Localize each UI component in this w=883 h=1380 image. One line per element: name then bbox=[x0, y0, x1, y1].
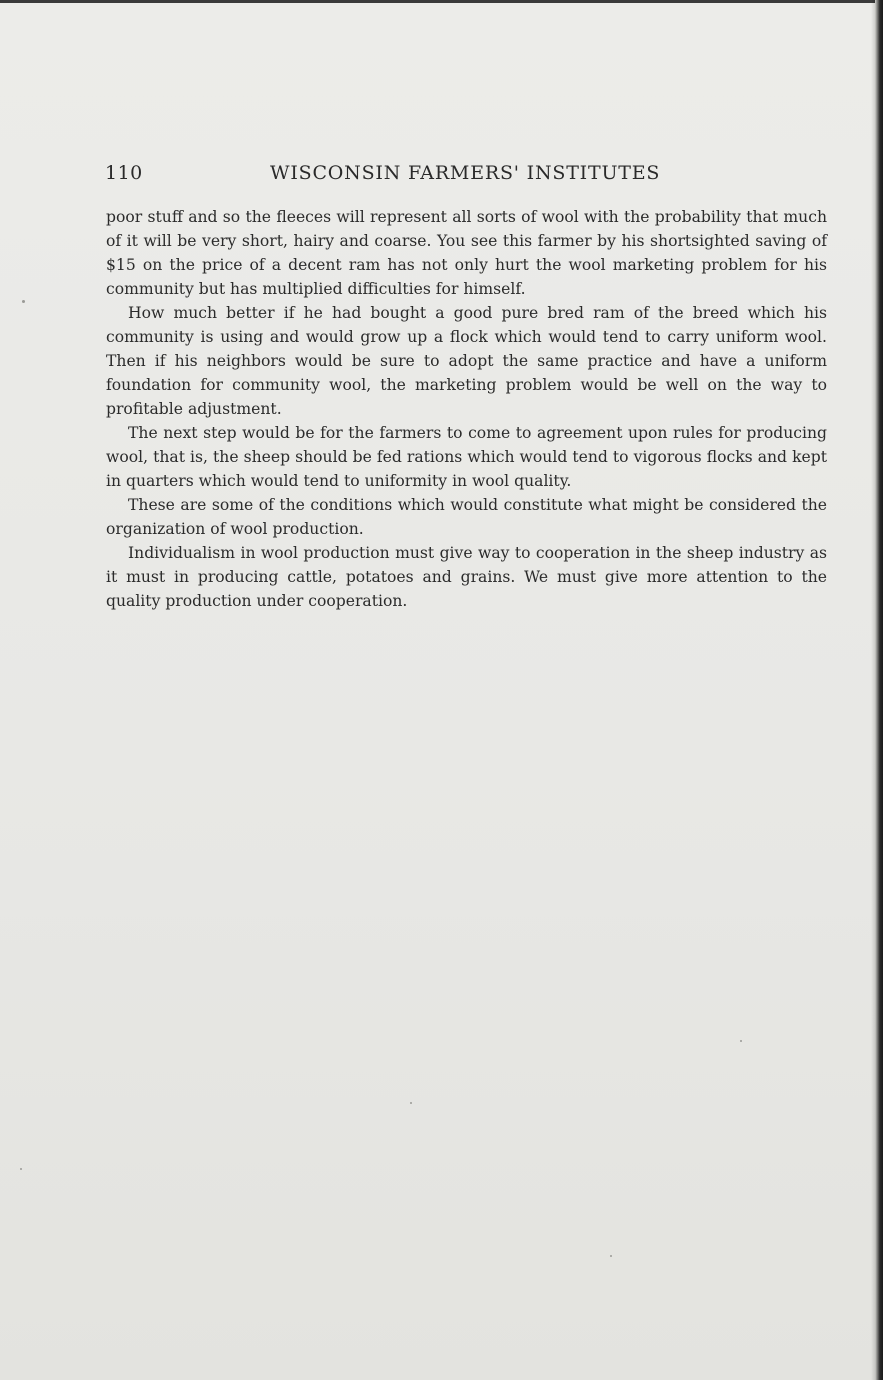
page-header bbox=[105, 162, 828, 190]
paragraph-4: These are some of the conditions which would constitute what might be considered the organization of wool production. bbox=[106, 496, 827, 538]
page-number: 110 bbox=[105, 162, 143, 184]
body-text bbox=[106, 205, 827, 613]
paper-speck bbox=[410, 1102, 412, 1104]
paper-speck bbox=[20, 1168, 22, 1170]
running-title: WISCONSIN FARMERS' INSTITUTES bbox=[270, 162, 661, 184]
page-right-edge bbox=[875, 0, 883, 1380]
paragraph-1: poor stuff and so the fleeces will represent all sorts of wool with the probability that much of it will be very short, hairy and coarse. You see this farmer by his shortsighted saving of $15 on the price of a decent ram has not only hurt the wool marketing problem for his community but has multiplied difficulties for himself. bbox=[106, 208, 827, 298]
paper-speck bbox=[740, 1040, 742, 1042]
paper-speck bbox=[610, 1255, 612, 1257]
paragraph-5: Individualism in wool production must give way to cooperation in the sheep industry as it must in producing cattle, potatoes and grains. We must give more attention to the quality production under cooperation. bbox=[106, 544, 827, 610]
paragraph-3: The next step would be for the farmers to come to agreement upon rules for producing wool, that is, the sheep should be fed rations which would tend to vigorous flocks and kept in quarters which would tend to uniformity in wool quality. bbox=[106, 424, 827, 490]
page-top-edge bbox=[0, 0, 883, 3]
paper-speck bbox=[22, 300, 25, 303]
paragraph-2: How much better if he had bought a good pure bred ram of the breed which his community is using and would grow up a flock which would tend to carry uniform wool. Then if his neighbors would be sure to adopt the same practice and have a uniform foundation for community wool, the marketing problem would be well on the way to profitable adjustment. bbox=[106, 304, 827, 418]
